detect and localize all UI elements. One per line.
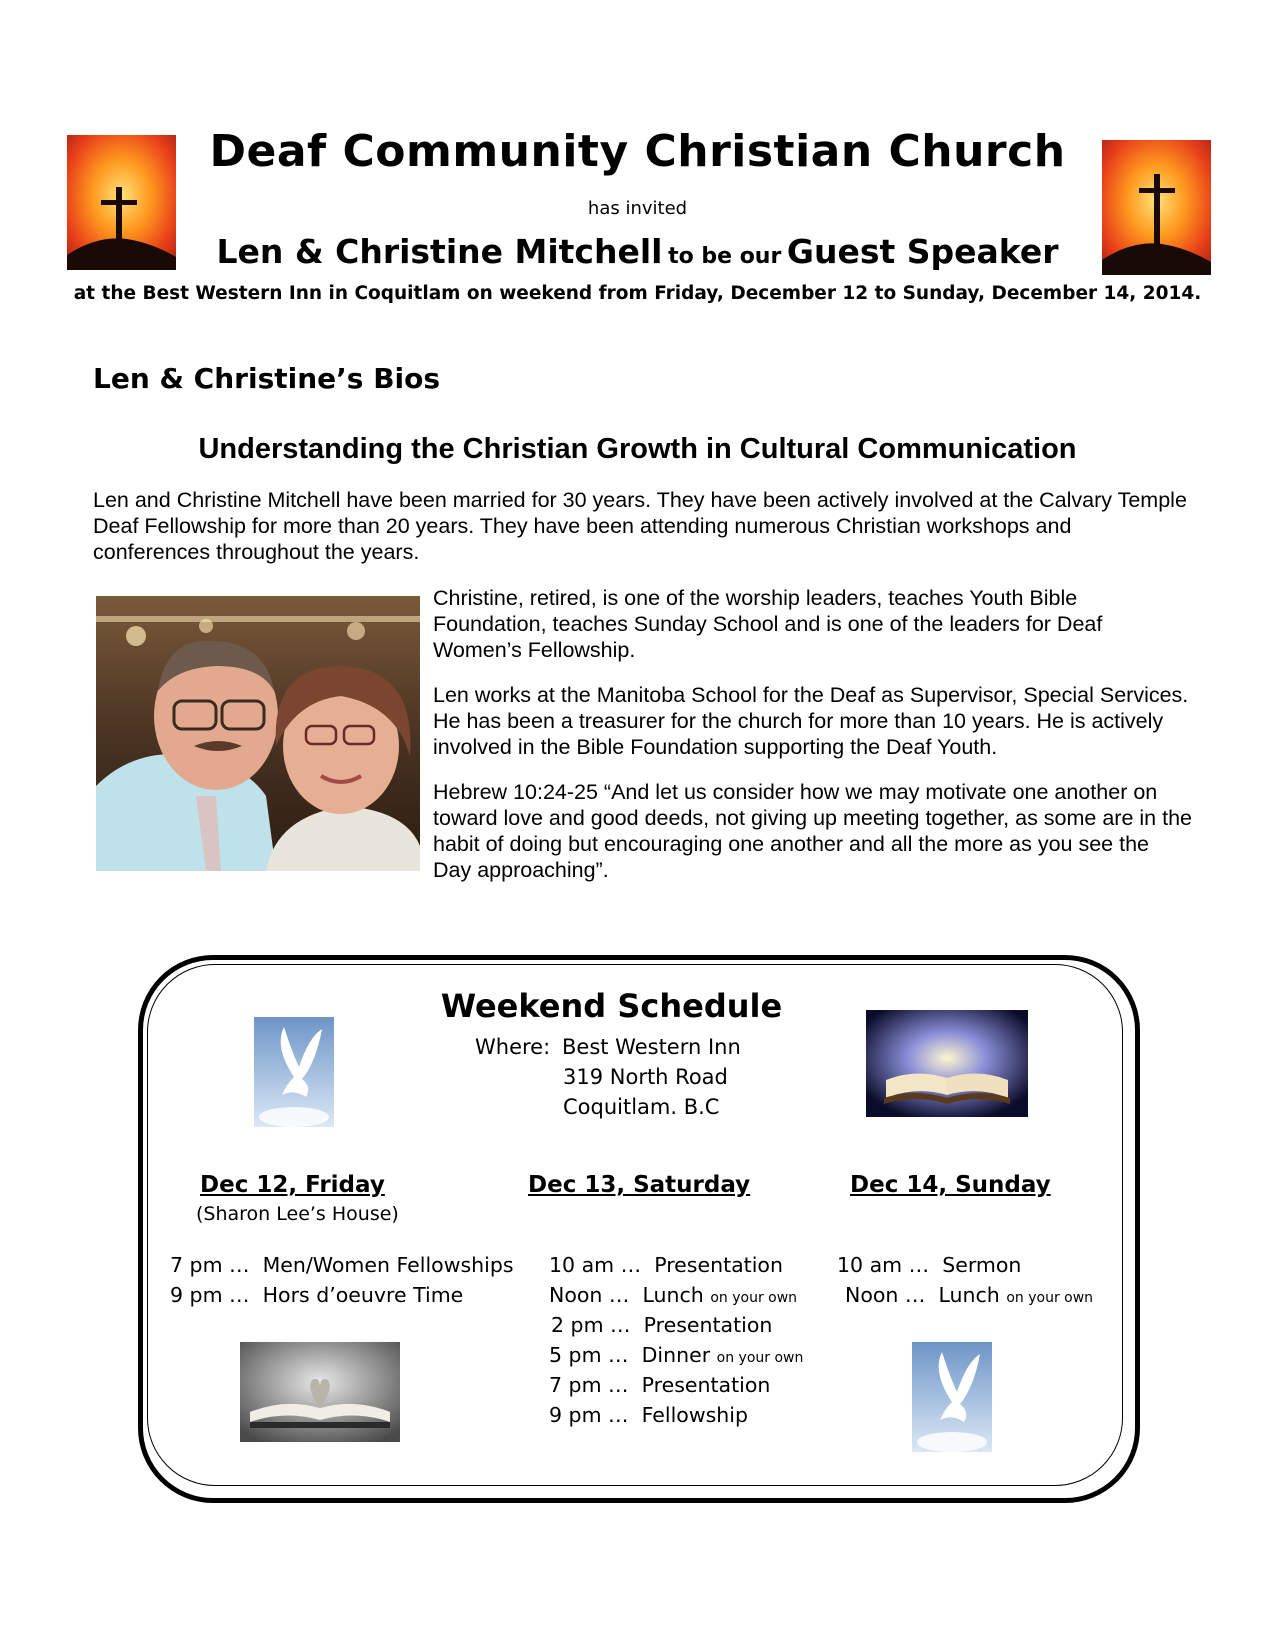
day-heading-friday: Dec 12, Friday — [200, 1172, 385, 1198]
schedule-item: 10 am … Sermon — [837, 1253, 1022, 1277]
bios-intro: Len and Christine Mitchell have been married for 30 years. They have been actively involved at the Calvary Temple Deaf Fellowship for more than 20 years. They have been attending numerous Christian workshops and conferences throughout the years. — [93, 488, 1187, 564]
bio-christine: Christine, retired, is one of the worship leaders, teaches Youth Bible Foundation, teaches Sunday School and is one of the leaders for Deaf Women’s Fellowship. — [433, 586, 1103, 662]
day-sub-friday: (Sharon Lee’s House) — [196, 1203, 399, 1225]
schedule-item: 5 pm … Dinner on your own — [549, 1343, 804, 1367]
book-heart-icon — [240, 1342, 400, 1442]
schedule-item: Noon … Lunch on your own — [549, 1283, 798, 1307]
invited-text: has invited — [587, 198, 688, 219]
venue-line: at the Best Western Inn in Coquitlam on weekend from Friday, December 12 to Sunday, December 14, 2014. — [73, 283, 1202, 304]
bios-column — [433, 585, 1193, 902]
where-line-2: 319 North Road — [563, 1065, 728, 1089]
speaker-names: Len & Christine Mitchell — [216, 232, 663, 271]
schedule-title: Weekend Schedule — [440, 987, 783, 1025]
schedule-item: 9 pm … Fellowship — [549, 1403, 748, 1427]
bios-subtitle: Understanding the Christian Growth in Cultural Communication — [198, 433, 1077, 465]
bio-len: Len works at the Manitoba School for the Deaf as Supervisor, Special Services. He has been a treasurer for the church for more than 10 years. He is actively involved in the Bible Foundation supporting the Deaf Youth. — [433, 683, 1189, 759]
where-label: Where: — [475, 1035, 551, 1059]
day-heading-sunday: Dec 14, Sunday — [850, 1172, 1051, 1198]
couple-photo — [96, 596, 420, 871]
bios-heading: Len & Christine’s Bios — [93, 362, 441, 395]
bible-verse: Hebrew 10:24-25 “And let us consider how we may motivate one another on toward love and good deeds, not giving up meeting together, as some are in the habit of doing but encouraging one another and all the more as you see the Day approaching”. — [433, 780, 1192, 882]
speaker-line — [0, 232, 1275, 271]
schedule-item: 10 am … Presentation — [549, 1253, 783, 1277]
where-line-3: Coquitlam. B.C — [563, 1095, 720, 1119]
dove-icon — [254, 1017, 334, 1127]
to-be-our-text: to be our — [668, 244, 782, 269]
schedule-item: Noon … Lunch on your own — [845, 1283, 1094, 1307]
speaker-role: Guest Speaker — [786, 232, 1059, 271]
dove-icon — [912, 1342, 992, 1452]
where-line-1: Best Western Inn — [562, 1035, 741, 1059]
open-bible-icon — [866, 1010, 1028, 1117]
schedule-item: 7 pm … Presentation — [549, 1373, 771, 1397]
day-heading-saturday: Dec 13, Saturday — [528, 1172, 751, 1198]
schedule-item: 7 pm … Men/Women Fellowships — [170, 1253, 514, 1277]
schedule-item: 9 pm … Hors d’oeuvre Time — [170, 1283, 464, 1307]
schedule-item: 2 pm … Presentation — [551, 1313, 773, 1337]
page-title: Deaf Community Christian Church — [209, 126, 1066, 177]
